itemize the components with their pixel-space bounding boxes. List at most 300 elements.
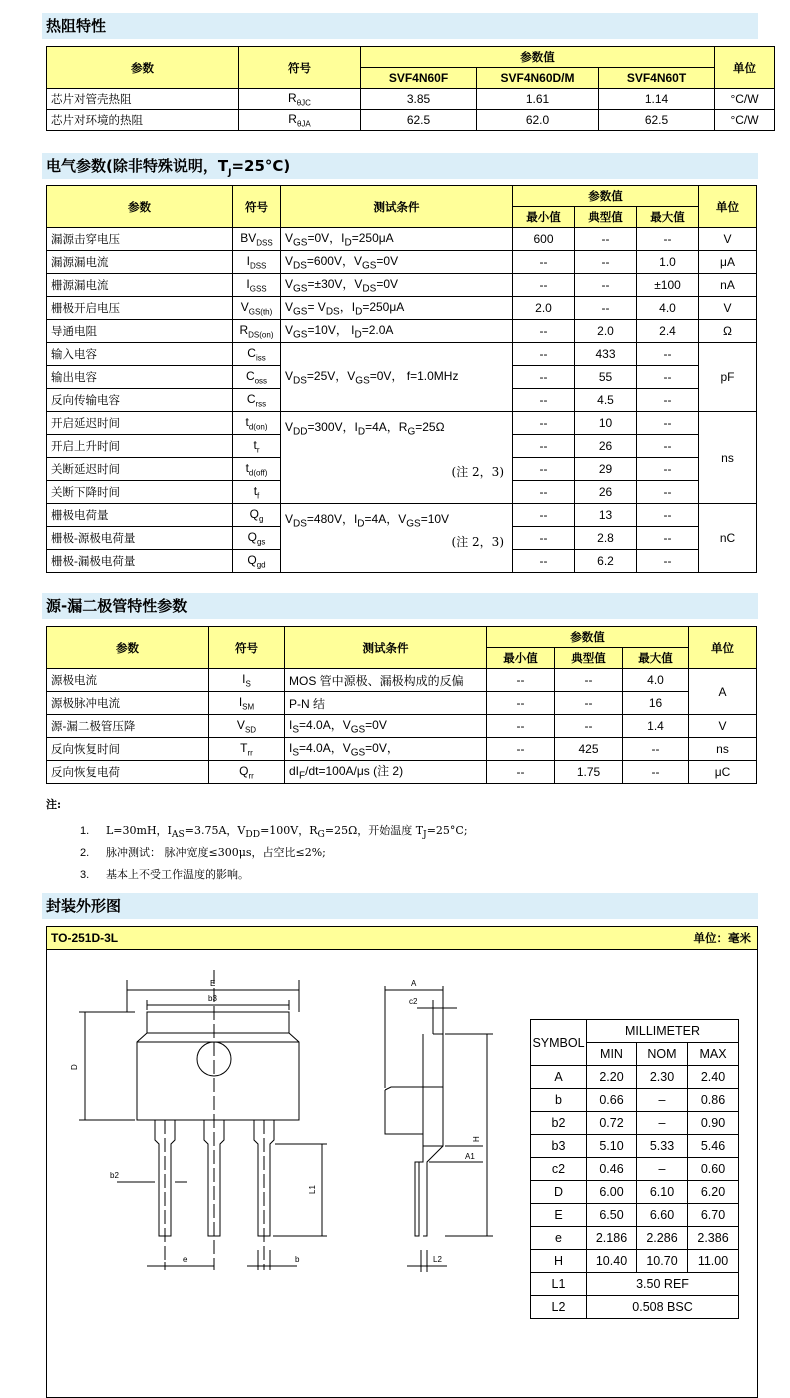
value-min: -- xyxy=(513,504,575,527)
param-name: 反向恢复时间 xyxy=(47,738,209,761)
param-name: 源-漏二极管压降 xyxy=(47,715,209,738)
dim-header-max: MAX xyxy=(688,1043,739,1066)
param-name: 开启延迟时间 xyxy=(47,412,233,435)
symbol xyxy=(233,527,281,550)
symbol-main: R xyxy=(288,90,297,105)
dim-nom: – xyxy=(637,1089,688,1112)
value-min: 2.0 xyxy=(513,297,575,320)
param-name: 输入电容 xyxy=(47,343,233,366)
dim-row xyxy=(531,1204,739,1227)
value-typ: 29 xyxy=(575,458,637,481)
value-max: -- xyxy=(637,389,699,412)
symbol-sub: iss xyxy=(255,353,266,363)
header-values: 参数值 xyxy=(361,47,715,68)
dim-symbol: L2 xyxy=(531,1296,587,1319)
header-unit: 单位 xyxy=(715,47,775,89)
condition-note: (注 2，3) xyxy=(451,535,504,550)
unit: V xyxy=(699,228,757,251)
symbol xyxy=(233,389,281,412)
value-typ: 425 xyxy=(555,738,623,761)
table-row xyxy=(47,228,757,251)
symbol xyxy=(233,251,281,274)
param-name: 栅极开启电压 xyxy=(47,297,233,320)
value-max: -- xyxy=(637,481,699,504)
symbol-sub: SD xyxy=(244,725,257,735)
header-param: 参数 xyxy=(47,47,239,89)
package-drawing-frame xyxy=(46,926,758,1398)
symbol-main: I xyxy=(246,253,250,268)
table-row xyxy=(47,761,757,784)
symbol-sub: g xyxy=(258,514,264,524)
value-typ: 2.8 xyxy=(575,527,637,550)
symbol-sub: oss xyxy=(254,376,268,386)
symbol xyxy=(209,669,285,692)
value-max: 1.0 xyxy=(637,251,699,274)
unit: nC xyxy=(699,504,757,573)
dim-symbol: b xyxy=(531,1089,587,1112)
value-typ: -- xyxy=(555,715,623,738)
header-model-f: SVF4N60F xyxy=(361,68,477,89)
symbol-main: R xyxy=(239,322,249,337)
symbol-sub: gd xyxy=(256,560,266,570)
symbol-main: R xyxy=(288,111,297,126)
condition: $V_{DS}=600V$，$V_{GS}=0V$ xyxy=(281,251,513,274)
symbol-sub: rr xyxy=(248,771,254,781)
value-typ: -- xyxy=(575,228,637,251)
dim-row xyxy=(531,1273,739,1296)
symbol xyxy=(209,761,285,784)
table-row xyxy=(47,692,757,715)
dim-label-L1: L1 xyxy=(308,1185,317,1194)
unit: A xyxy=(689,669,757,715)
symbol-main: C xyxy=(246,391,256,406)
dim-row xyxy=(531,1158,739,1181)
dim-symbol: A xyxy=(531,1066,587,1089)
dim-label-e: e xyxy=(183,1255,188,1264)
dim-max: 5.46 xyxy=(688,1135,739,1158)
symbol-main: Q xyxy=(247,529,257,544)
symbol-sub: d(on) xyxy=(248,422,268,432)
thermal-table xyxy=(46,46,775,131)
dim-header-nom: NOM xyxy=(637,1043,688,1066)
value-max: -- xyxy=(637,504,699,527)
symbol-main: BV xyxy=(240,230,257,245)
symbol xyxy=(239,110,361,131)
param-name: 栅极电荷量 xyxy=(47,504,233,527)
value-typ: 4.5 xyxy=(575,389,637,412)
section-title-diode xyxy=(42,593,758,619)
dim-min: 5.10 xyxy=(587,1135,637,1158)
note-text: 基本上不受工作温度的影响。 xyxy=(106,868,249,881)
unit: V xyxy=(689,715,757,738)
condition-note: (注 2，3) xyxy=(451,465,504,480)
unit: pF xyxy=(699,343,757,412)
symbol xyxy=(233,366,281,389)
table-row xyxy=(47,274,757,297)
symbol-main: V xyxy=(240,299,249,314)
header-typ: 典型值 xyxy=(575,207,637,228)
dim-max: 6.70 xyxy=(688,1204,739,1227)
package-name: TO-251D-3L xyxy=(51,931,119,945)
symbol-main: T xyxy=(240,740,248,755)
symbol-sub: r xyxy=(256,445,260,455)
symbol xyxy=(233,297,281,320)
value-typ: 26 xyxy=(575,435,637,458)
param-name: 芯片对管壳热阻 xyxy=(47,89,239,110)
symbol-main: V xyxy=(236,717,245,732)
dim-label-D: D xyxy=(70,1064,79,1070)
symbol-main: I xyxy=(246,276,250,291)
dim-min: 0.46 xyxy=(587,1158,637,1181)
symbol xyxy=(233,458,281,481)
symbol-main: Q xyxy=(247,552,257,567)
value-min: 600 xyxy=(513,228,575,251)
dim-symbol: E xyxy=(531,1204,587,1227)
dim-label-b2: b2 xyxy=(110,1171,119,1180)
value-typ: 10 xyxy=(575,412,637,435)
table-row xyxy=(47,110,775,131)
table-row xyxy=(47,504,757,527)
condition: MOS 管中源极、漏极构成的反偏 xyxy=(285,669,487,692)
value-typ: 55 xyxy=(575,366,637,389)
section-title-text: 源-漏二极管特性参数 xyxy=(46,597,188,615)
param-name: 栅源漏电流 xyxy=(47,274,233,297)
symbol xyxy=(233,320,281,343)
condition-text: $V_{DD}=300V$，$I_D=4A$，$R_G=25\Omega$ xyxy=(285,420,445,438)
header-min: 最小值 xyxy=(487,648,555,669)
dim-value: 0.508 BSC xyxy=(587,1296,739,1319)
param-name: 源极电流 xyxy=(47,669,209,692)
note-text: 脉冲测试： 脉冲宽度≤300μs，占空比≤2%; xyxy=(106,846,326,859)
note-item xyxy=(80,866,680,882)
dim-row xyxy=(531,1250,739,1273)
package-unit-label: 单位：毫米 xyxy=(693,931,751,945)
notes-block xyxy=(46,796,746,886)
note-item xyxy=(80,822,680,840)
dim-label-A1: A1 xyxy=(465,1152,475,1161)
condition: $I_S=4.0A$，$V_{GS}=0V$ xyxy=(285,715,487,738)
section-title-text: 封装外形图 xyxy=(46,897,122,915)
symbol-sub: rr xyxy=(247,748,253,758)
dim-label-H: H xyxy=(472,1136,481,1142)
value-max: 4.0 xyxy=(637,297,699,320)
symbol xyxy=(209,715,285,738)
note-text: L=30mH，$I_{AS}=3.75A$，$V_{DD}=100V$，$R_G=25\Omega$，开始温度 $T_J=25^\circ C$; xyxy=(106,824,468,841)
dim-nom: 6.60 xyxy=(637,1204,688,1227)
symbol xyxy=(233,274,281,297)
condition: P-N 结 xyxy=(285,692,487,715)
dim-header-min: MIN xyxy=(587,1043,637,1066)
dim-min: 10.40 xyxy=(587,1250,637,1273)
dim-symbol: e xyxy=(531,1227,587,1250)
front-view-body xyxy=(137,1012,299,1120)
condition: $V_{GS}=\pm 30V$，$V_{DS}=0V$ xyxy=(281,274,513,297)
header-symbol: 符号 xyxy=(233,186,281,228)
value-min: -- xyxy=(487,738,555,761)
value-min: -- xyxy=(513,251,575,274)
value-min: -- xyxy=(513,274,575,297)
value-typ: -- xyxy=(555,669,623,692)
unit: μA xyxy=(699,251,757,274)
dim-symbol: L1 xyxy=(531,1273,587,1296)
unit: μC xyxy=(689,761,757,784)
param-name: 输出电容 xyxy=(47,366,233,389)
table-row xyxy=(47,251,757,274)
unit: nA xyxy=(699,274,757,297)
symbol-main: C xyxy=(247,345,256,360)
dim-max: 0.60 xyxy=(688,1158,739,1181)
dim-min: 6.00 xyxy=(587,1181,637,1204)
symbol xyxy=(233,228,281,251)
dimension-table xyxy=(530,1019,739,1319)
header-typ: 典型值 xyxy=(555,648,623,669)
dim-label-b3: b3 xyxy=(208,994,217,1003)
symbol xyxy=(233,343,281,366)
section-title-package xyxy=(42,893,758,919)
dim-label-b: b xyxy=(295,1255,300,1264)
dim-label-c2: c2 xyxy=(409,997,418,1006)
value-typ: 13 xyxy=(575,504,637,527)
dim-row xyxy=(531,1089,739,1112)
note-item xyxy=(80,844,680,860)
dim-nom: 2.30 xyxy=(637,1066,688,1089)
package-outline-drawing xyxy=(47,950,517,1396)
value-typ: -- xyxy=(575,274,637,297)
value-max: ±100 xyxy=(637,274,699,297)
dim-max: 0.90 xyxy=(688,1112,739,1135)
value-max: 2.4 xyxy=(637,320,699,343)
symbol-main: t xyxy=(245,414,249,429)
dim-nom: 10.70 xyxy=(637,1250,688,1273)
value-min: -- xyxy=(513,389,575,412)
param-name: 栅极-漏极电荷量 xyxy=(47,550,233,573)
unit: Ω xyxy=(699,320,757,343)
header-model-dm: SVF4N60D/M xyxy=(477,68,599,89)
dim-row xyxy=(531,1181,739,1204)
header-unit: 单位 xyxy=(699,186,757,228)
value-max: -- xyxy=(637,527,699,550)
dim-header-unit: MILLIMETER xyxy=(587,1020,739,1043)
symbol xyxy=(233,481,281,504)
value-max: -- xyxy=(623,761,689,784)
dim-min: 2.186 xyxy=(587,1227,637,1250)
header-max: 最大值 xyxy=(637,207,699,228)
table-row xyxy=(47,343,757,366)
diode-table xyxy=(46,626,757,784)
table-row xyxy=(47,738,757,761)
value-typ: -- xyxy=(555,692,623,715)
symbol-sub: GSS xyxy=(249,284,267,294)
section-title-text-end: =25°C) xyxy=(231,157,291,175)
dim-symbol: H xyxy=(531,1250,587,1273)
param-name: 关断延迟时间 xyxy=(47,458,233,481)
header-symbol: 符号 xyxy=(239,47,361,89)
symbol-sub: θJC xyxy=(296,98,311,108)
condition-text: $V_{DS}=480V$，$I_D=4A$，$V_{GS}=10V$ xyxy=(285,512,450,530)
condition: $V_{GS}= V_{DS}$，$I_D=250\mu A$ xyxy=(281,297,513,320)
condition-group-charge xyxy=(281,504,513,573)
symbol-sub: DSS xyxy=(256,238,273,248)
dim-min: 0.66 xyxy=(587,1089,637,1112)
value-max: -- xyxy=(637,343,699,366)
symbol xyxy=(233,435,281,458)
value-max: 1.4 xyxy=(623,715,689,738)
header-model-t: SVF4N60T xyxy=(599,68,715,89)
dim-label-A: A xyxy=(411,979,417,988)
notes-label: 注: xyxy=(46,798,62,811)
dim-min: 2.20 xyxy=(587,1066,637,1089)
dim-max: 0.86 xyxy=(688,1089,739,1112)
note-number: 2. xyxy=(80,847,90,859)
value-min: -- xyxy=(513,458,575,481)
value-max: 16 xyxy=(623,692,689,715)
table-row xyxy=(47,297,757,320)
dim-max: 6.20 xyxy=(688,1181,739,1204)
dim-max: 11.00 xyxy=(688,1250,739,1273)
value-max: -- xyxy=(637,412,699,435)
value-min: -- xyxy=(513,435,575,458)
electrical-table xyxy=(46,185,757,573)
note-number: 3. xyxy=(80,869,90,881)
symbol-main: Q xyxy=(249,506,259,521)
symbol-main: I xyxy=(238,694,243,709)
symbol-sub: θJA xyxy=(296,119,311,129)
value-min: -- xyxy=(513,527,575,550)
section-title-sub: J xyxy=(228,168,232,178)
dim-max: 2.40 xyxy=(688,1066,739,1089)
symbol-main: t xyxy=(253,483,258,498)
table-row xyxy=(47,412,757,435)
dim-max: 2.386 xyxy=(688,1227,739,1250)
dim-row xyxy=(531,1112,739,1135)
value-min: -- xyxy=(513,366,575,389)
value-max: -- xyxy=(623,738,689,761)
value: 62.5 xyxy=(599,110,715,131)
unit: ns xyxy=(699,412,757,504)
value-typ: -- xyxy=(575,251,637,274)
value-max: -- xyxy=(637,228,699,251)
symbol-sub: SM xyxy=(242,702,255,712)
dim-min: 6.50 xyxy=(587,1204,637,1227)
value-min: -- xyxy=(513,550,575,573)
header-param: 参数 xyxy=(47,186,233,228)
section-title-text: 热阻特性 xyxy=(46,17,107,35)
symbol-sub: DSS xyxy=(249,261,267,271)
param-name: 栅极-源极电荷量 xyxy=(47,527,233,550)
dim-label-L2: L2 xyxy=(433,1255,442,1264)
symbol-sub: DS(on) xyxy=(248,330,274,340)
dim-row xyxy=(531,1066,739,1089)
dim-label-E: E xyxy=(210,979,216,988)
value-typ: 1.75 xyxy=(555,761,623,784)
section-title-electrical xyxy=(42,153,758,179)
table-row xyxy=(47,89,775,110)
table-row xyxy=(47,715,757,738)
value-typ: 2.0 xyxy=(575,320,637,343)
symbol-sub: gs xyxy=(256,537,266,547)
header-condition: 测试条件 xyxy=(281,186,513,228)
symbol-main: Q xyxy=(239,763,249,778)
symbol-main: I xyxy=(242,671,246,686)
symbol xyxy=(233,550,281,573)
value-max: -- xyxy=(637,366,699,389)
dim-row xyxy=(531,1296,739,1319)
value: 1.61 xyxy=(477,89,599,110)
header-param: 参数 xyxy=(47,627,209,669)
value: 1.14 xyxy=(599,89,715,110)
table-row xyxy=(47,320,757,343)
value-max: -- xyxy=(637,550,699,573)
dim-header-symbol: SYMBOL xyxy=(531,1020,587,1066)
header-max: 最大值 xyxy=(623,648,689,669)
param-name: 导通电阻 xyxy=(47,320,233,343)
value-min: -- xyxy=(487,692,555,715)
section-title-thermal xyxy=(42,13,758,39)
unit: °C/W xyxy=(715,89,775,110)
unit: V xyxy=(699,297,757,320)
symbol-main: C xyxy=(245,368,255,383)
package-header xyxy=(47,927,757,950)
note-number: 1. xyxy=(80,825,90,837)
table-row xyxy=(47,669,757,692)
condition-group-switching xyxy=(281,412,513,504)
header-values: 参数值 xyxy=(487,627,689,648)
value-max: -- xyxy=(637,458,699,481)
dim-symbol: b2 xyxy=(531,1112,587,1135)
value: 3.85 xyxy=(361,89,477,110)
param-name: 芯片对环境的热阻 xyxy=(47,110,239,131)
dim-value: 3.50 REF xyxy=(587,1273,739,1296)
section-title-text: 电气参数(除非特殊说明，T xyxy=(46,157,229,175)
value-max: -- xyxy=(637,435,699,458)
value-min: -- xyxy=(487,715,555,738)
value-min: -- xyxy=(513,343,575,366)
header-min: 最小值 xyxy=(513,207,575,228)
dim-min: 0.72 xyxy=(587,1112,637,1135)
dim-nom: 6.10 xyxy=(637,1181,688,1204)
dim-symbol: b3 xyxy=(531,1135,587,1158)
dim-row xyxy=(531,1227,739,1250)
condition: $dI_F/dt=100A/\mu s$ (注 2) xyxy=(285,761,487,784)
dim-nom: – xyxy=(637,1112,688,1135)
dim-row xyxy=(531,1135,739,1158)
header-condition: 测试条件 xyxy=(285,627,487,669)
header-symbol: 符号 xyxy=(209,627,285,669)
header-unit: 单位 xyxy=(689,627,757,669)
symbol-sub: S xyxy=(245,679,251,689)
unit: ns xyxy=(689,738,757,761)
value-max: 4.0 xyxy=(623,669,689,692)
symbol-sub: rss xyxy=(255,399,267,409)
value: 62.0 xyxy=(477,110,599,131)
dim-nom: 5.33 xyxy=(637,1135,688,1158)
param-name: 漏源击穿电压 xyxy=(47,228,233,251)
param-name: 漏源漏电流 xyxy=(47,251,233,274)
value-typ: -- xyxy=(575,297,637,320)
value-min: -- xyxy=(487,761,555,784)
dim-nom: – xyxy=(637,1158,688,1181)
param-name: 关断下降时间 xyxy=(47,481,233,504)
value-min: -- xyxy=(513,320,575,343)
unit: °C/W xyxy=(715,110,775,131)
param-name: 开启上升时间 xyxy=(47,435,233,458)
symbol xyxy=(233,504,281,527)
symbol-sub: GS(th) xyxy=(248,307,273,317)
condition: $V_{GS}=0V$，$I_D=250\mu A$ xyxy=(281,228,513,251)
symbol-sub: d(off) xyxy=(248,468,268,478)
param-name: 反向恢复电荷 xyxy=(47,761,209,784)
value-min: -- xyxy=(487,669,555,692)
